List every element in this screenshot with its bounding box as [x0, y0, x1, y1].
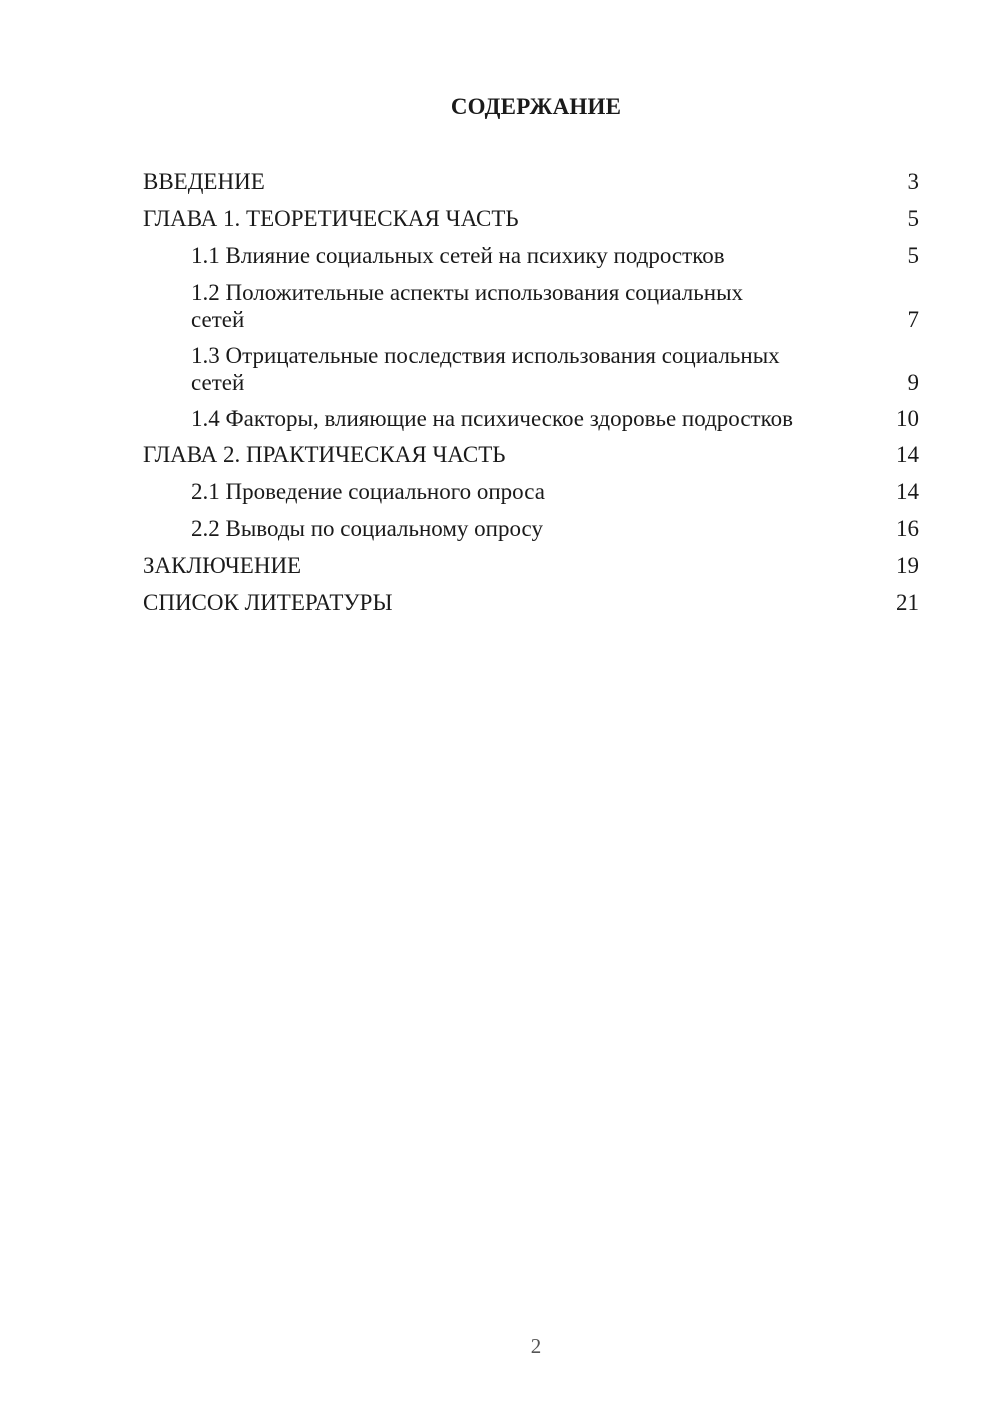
toc-entry-section-1-2[interactable]: [143, 279, 919, 333]
toc-entry-text: 1.1 Влияние социальных сетей на психику подростков: [191, 243, 725, 268]
toc-entry-page: 16: [896, 516, 919, 541]
toc-entry-section-1-3[interactable]: [143, 342, 919, 396]
toc-entry-page: 5: [907, 206, 919, 231]
table-of-contents: [143, 168, 919, 626]
toc-entry-page: 21: [896, 590, 919, 615]
toc-entry-text: ЗАКЛЮЧЕНИЕ: [143, 553, 302, 578]
toc-entry-text: 2.1 Проведение социального опроса: [191, 479, 545, 504]
toc-entry-page: 14: [896, 442, 919, 467]
toc-entry-text: 2.2 Выводы по социальному опросу: [191, 516, 543, 541]
toc-entry-text: 1.2 Положительные аспекты использования социальных сетей: [191, 280, 744, 332]
toc-entry-page: 7: [907, 307, 919, 332]
toc-entry-text: 1.4 Факторы, влияющие на психическое здоровье подростков: [191, 406, 793, 431]
toc-entry-text: ГЛАВА 2. ПРАКТИЧЕСКАЯ ЧАСТЬ: [143, 442, 506, 467]
toc-entry-references[interactable]: [143, 589, 919, 617]
toc-entry-page: 5: [907, 243, 919, 268]
toc-entry-introduction[interactable]: [143, 168, 919, 196]
toc-entry-page: 3: [907, 169, 919, 194]
page-number: 2: [530, 1334, 542, 1358]
toc-entry-text: 1.3 Отрицательные последствия использования социальных сетей: [191, 343, 780, 395]
toc-entry-section-1-4[interactable]: [143, 405, 919, 432]
toc-entry-section-1-1[interactable]: [143, 242, 919, 270]
toc-title: СОДЕРЖАНИЕ: [450, 94, 622, 119]
toc-entry-text: СПИСОК ЛИТЕРАТУРЫ: [143, 590, 393, 615]
toc-entry-page: 10: [896, 406, 919, 431]
toc-entry-section-2-2[interactable]: [143, 515, 919, 543]
toc-entry-page: 19: [896, 553, 919, 578]
toc-entry-chapter-2[interactable]: [143, 441, 919, 469]
toc-entry-page: 14: [896, 479, 919, 504]
toc-entry-text: ВВЕДЕНИЕ: [143, 169, 265, 194]
toc-entry-conclusion[interactable]: [143, 552, 919, 580]
toc-entry-page: 9: [907, 370, 919, 395]
toc-entry-chapter-1[interactable]: [143, 205, 919, 233]
toc-entry-text: ГЛАВА 1. ТЕОРЕТИЧЕСКАЯ ЧАСТЬ: [143, 206, 519, 231]
toc-entry-section-2-1[interactable]: [143, 478, 919, 506]
